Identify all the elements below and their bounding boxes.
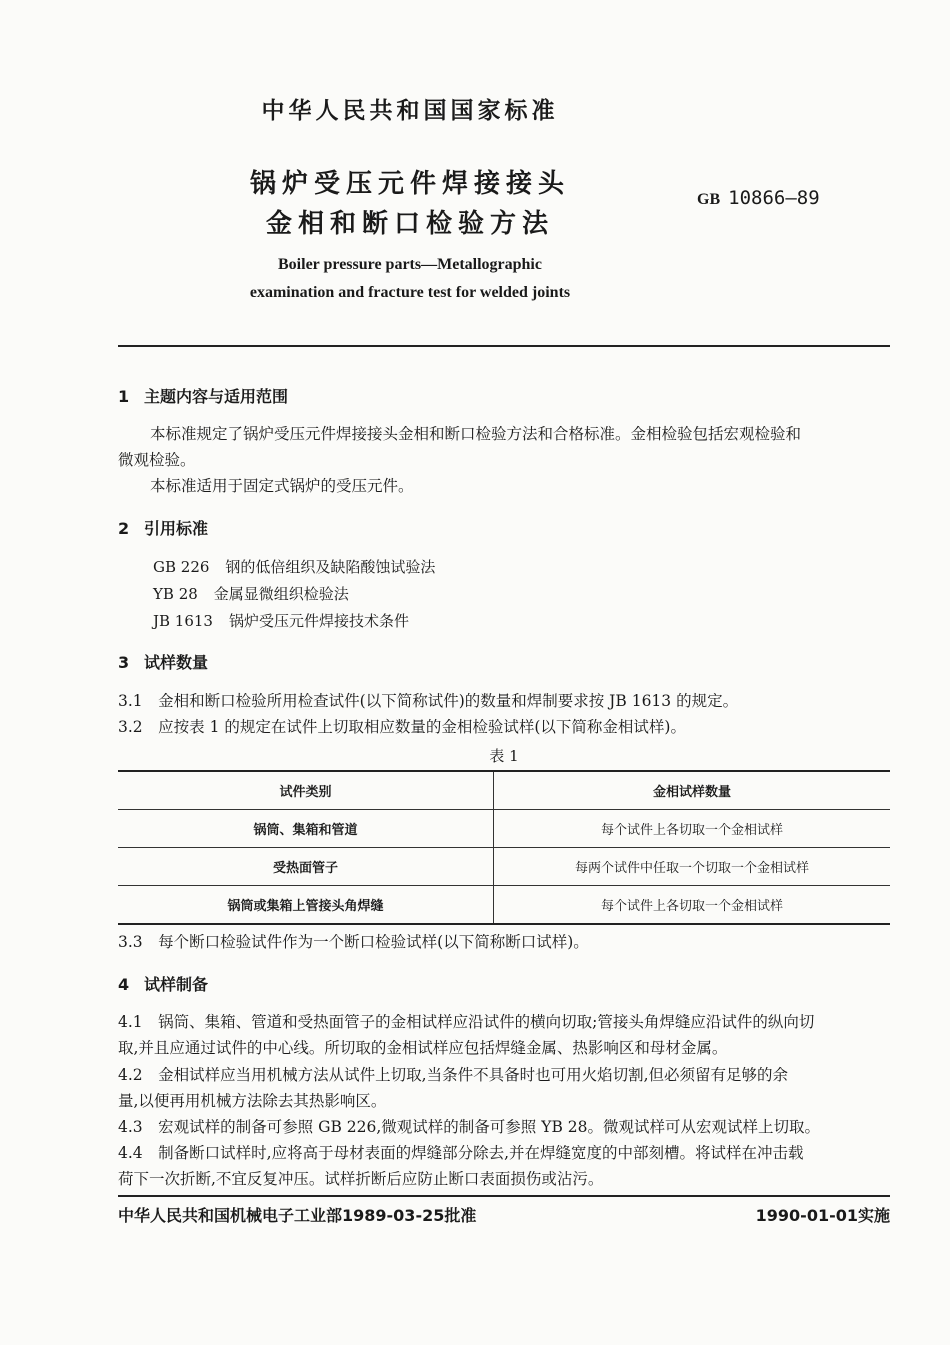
clause-4-2-cont: 量,以便再用机械方法除去其热影响区。 — [118, 1092, 387, 1110]
clause-4-3: 4.3 宏观试样的制备可参照 GB 226,微观试样的制备可参照 YB 28。微观试样可从宏观试样上切取。 — [118, 1118, 820, 1136]
table-row — [118, 810, 890, 848]
approval-line: 中华人民共和国机械电子工业部1989-03-25批准 — [118, 1206, 477, 1225]
clause-4-2: 4.2 金相试样应当用机械方法从试件上切取,当条件不具备时也可用火焰切割,但必须留有足够的余 — [118, 1066, 789, 1084]
clause-3-1: 3.1 金相和断口检验所用检查试件(以下简称试件)的数量和焊制要求按 JB 1613 的规定。 — [118, 692, 739, 710]
clause-3-3: 3.3 每个断口检验试件作为一个断口检验试样(以下简称断口试样)。 — [118, 933, 589, 951]
section-2-heading: 2 引用标准 — [118, 519, 209, 538]
clause-4-1-cont: 取,并且应通过试件的中心线。所切取的金相试样应包括焊缝金属、热影响区和母材金属。 — [118, 1039, 728, 1057]
clause-4-4: 4.4 制备断口试样时,应将高于母材表面的焊缝部分除去,并在焊缝宽度的中部刻槽。将试样在冲击载 — [118, 1144, 804, 1162]
footer-divider — [118, 1195, 890, 1197]
table-caption: 表 1 — [489, 747, 519, 765]
standard-number — [697, 187, 820, 209]
table-row — [118, 886, 890, 925]
table-cell: 锅筒或集箱上管接头角焊缝 — [118, 886, 494, 925]
table-header-cell: 金相试样数量 — [494, 771, 891, 810]
reference-item — [153, 610, 409, 631]
reference-code: JB 1613 — [153, 612, 213, 630]
sample-quantity-table — [118, 770, 890, 925]
reference-item — [153, 583, 349, 604]
reference-name: 金属显微组织检验法 — [213, 585, 349, 603]
english-title-line-1: Boiler pressure parts—Metallographic — [278, 256, 542, 273]
title-line-1: 锅炉受压元件焊接接头 — [249, 169, 570, 199]
section-4-heading: 4 试样制备 — [118, 975, 209, 994]
reference-name: 钢的低倍组织及缺陷酸蚀试验法 — [225, 558, 436, 576]
table-cell: 锅筒、集箱和管道 — [118, 810, 494, 848]
implementation-date: 1990-01-01实施 — [755, 1206, 890, 1225]
table-cell: 每个试件上各切取一个金相试样 — [494, 886, 891, 925]
issuing-organization: 中华人民共和国国家标准 — [261, 98, 559, 124]
reference-code: YB 28 — [153, 585, 198, 603]
clause-3-2: 3.2 应按表 1 的规定在试件上切取相应数量的金相检验试样(以下简称金相试样)。 — [118, 718, 686, 736]
table-header-row — [118, 771, 890, 810]
title-line-2: 金相和断口检验方法 — [265, 209, 554, 239]
reference-code: GB 226 — [153, 558, 210, 576]
english-title-line-2: examination and fracture test for welded joints — [249, 284, 571, 301]
standard-code: 10866—89 — [728, 187, 820, 209]
standard-prefix: GB — [697, 191, 721, 208]
table-cell: 受热面管子 — [118, 848, 494, 886]
header-divider — [118, 345, 890, 347]
table-header-cell: 试件类别 — [118, 771, 494, 810]
table-cell: 每两个试件中任取一个切取一个金相试样 — [494, 848, 891, 886]
section-1-paragraph-1-cont: 微观检验。 — [118, 451, 196, 469]
table-cell: 每个试件上各切取一个金相试样 — [494, 810, 891, 848]
reference-name: 锅炉受压元件焊接技术条件 — [228, 612, 409, 630]
table-row — [118, 848, 890, 886]
clause-4-4-cont: 荷下一次折断,不宜反复冲压。试样折断后应防止断口表面损伤或沾污。 — [118, 1170, 604, 1188]
section-3-heading: 3 试样数量 — [118, 653, 209, 672]
section-1-paragraph-1: 本标准规定了锅炉受压元件焊接接头金相和断口检验方法和合格标准。金相检验包括宏观检验和 — [150, 425, 802, 443]
reference-item — [153, 556, 435, 577]
section-1-paragraph-2: 本标准适用于固定式锅炉的受压元件。 — [150, 477, 414, 495]
clause-4-1: 4.1 锅筒、集箱、管道和受热面管子的金相试样应沿试件的横向切取;管接头角焊缝应沿试件的纵向切 — [118, 1013, 815, 1031]
section-1-heading: 1 主题内容与适用范围 — [118, 387, 289, 406]
